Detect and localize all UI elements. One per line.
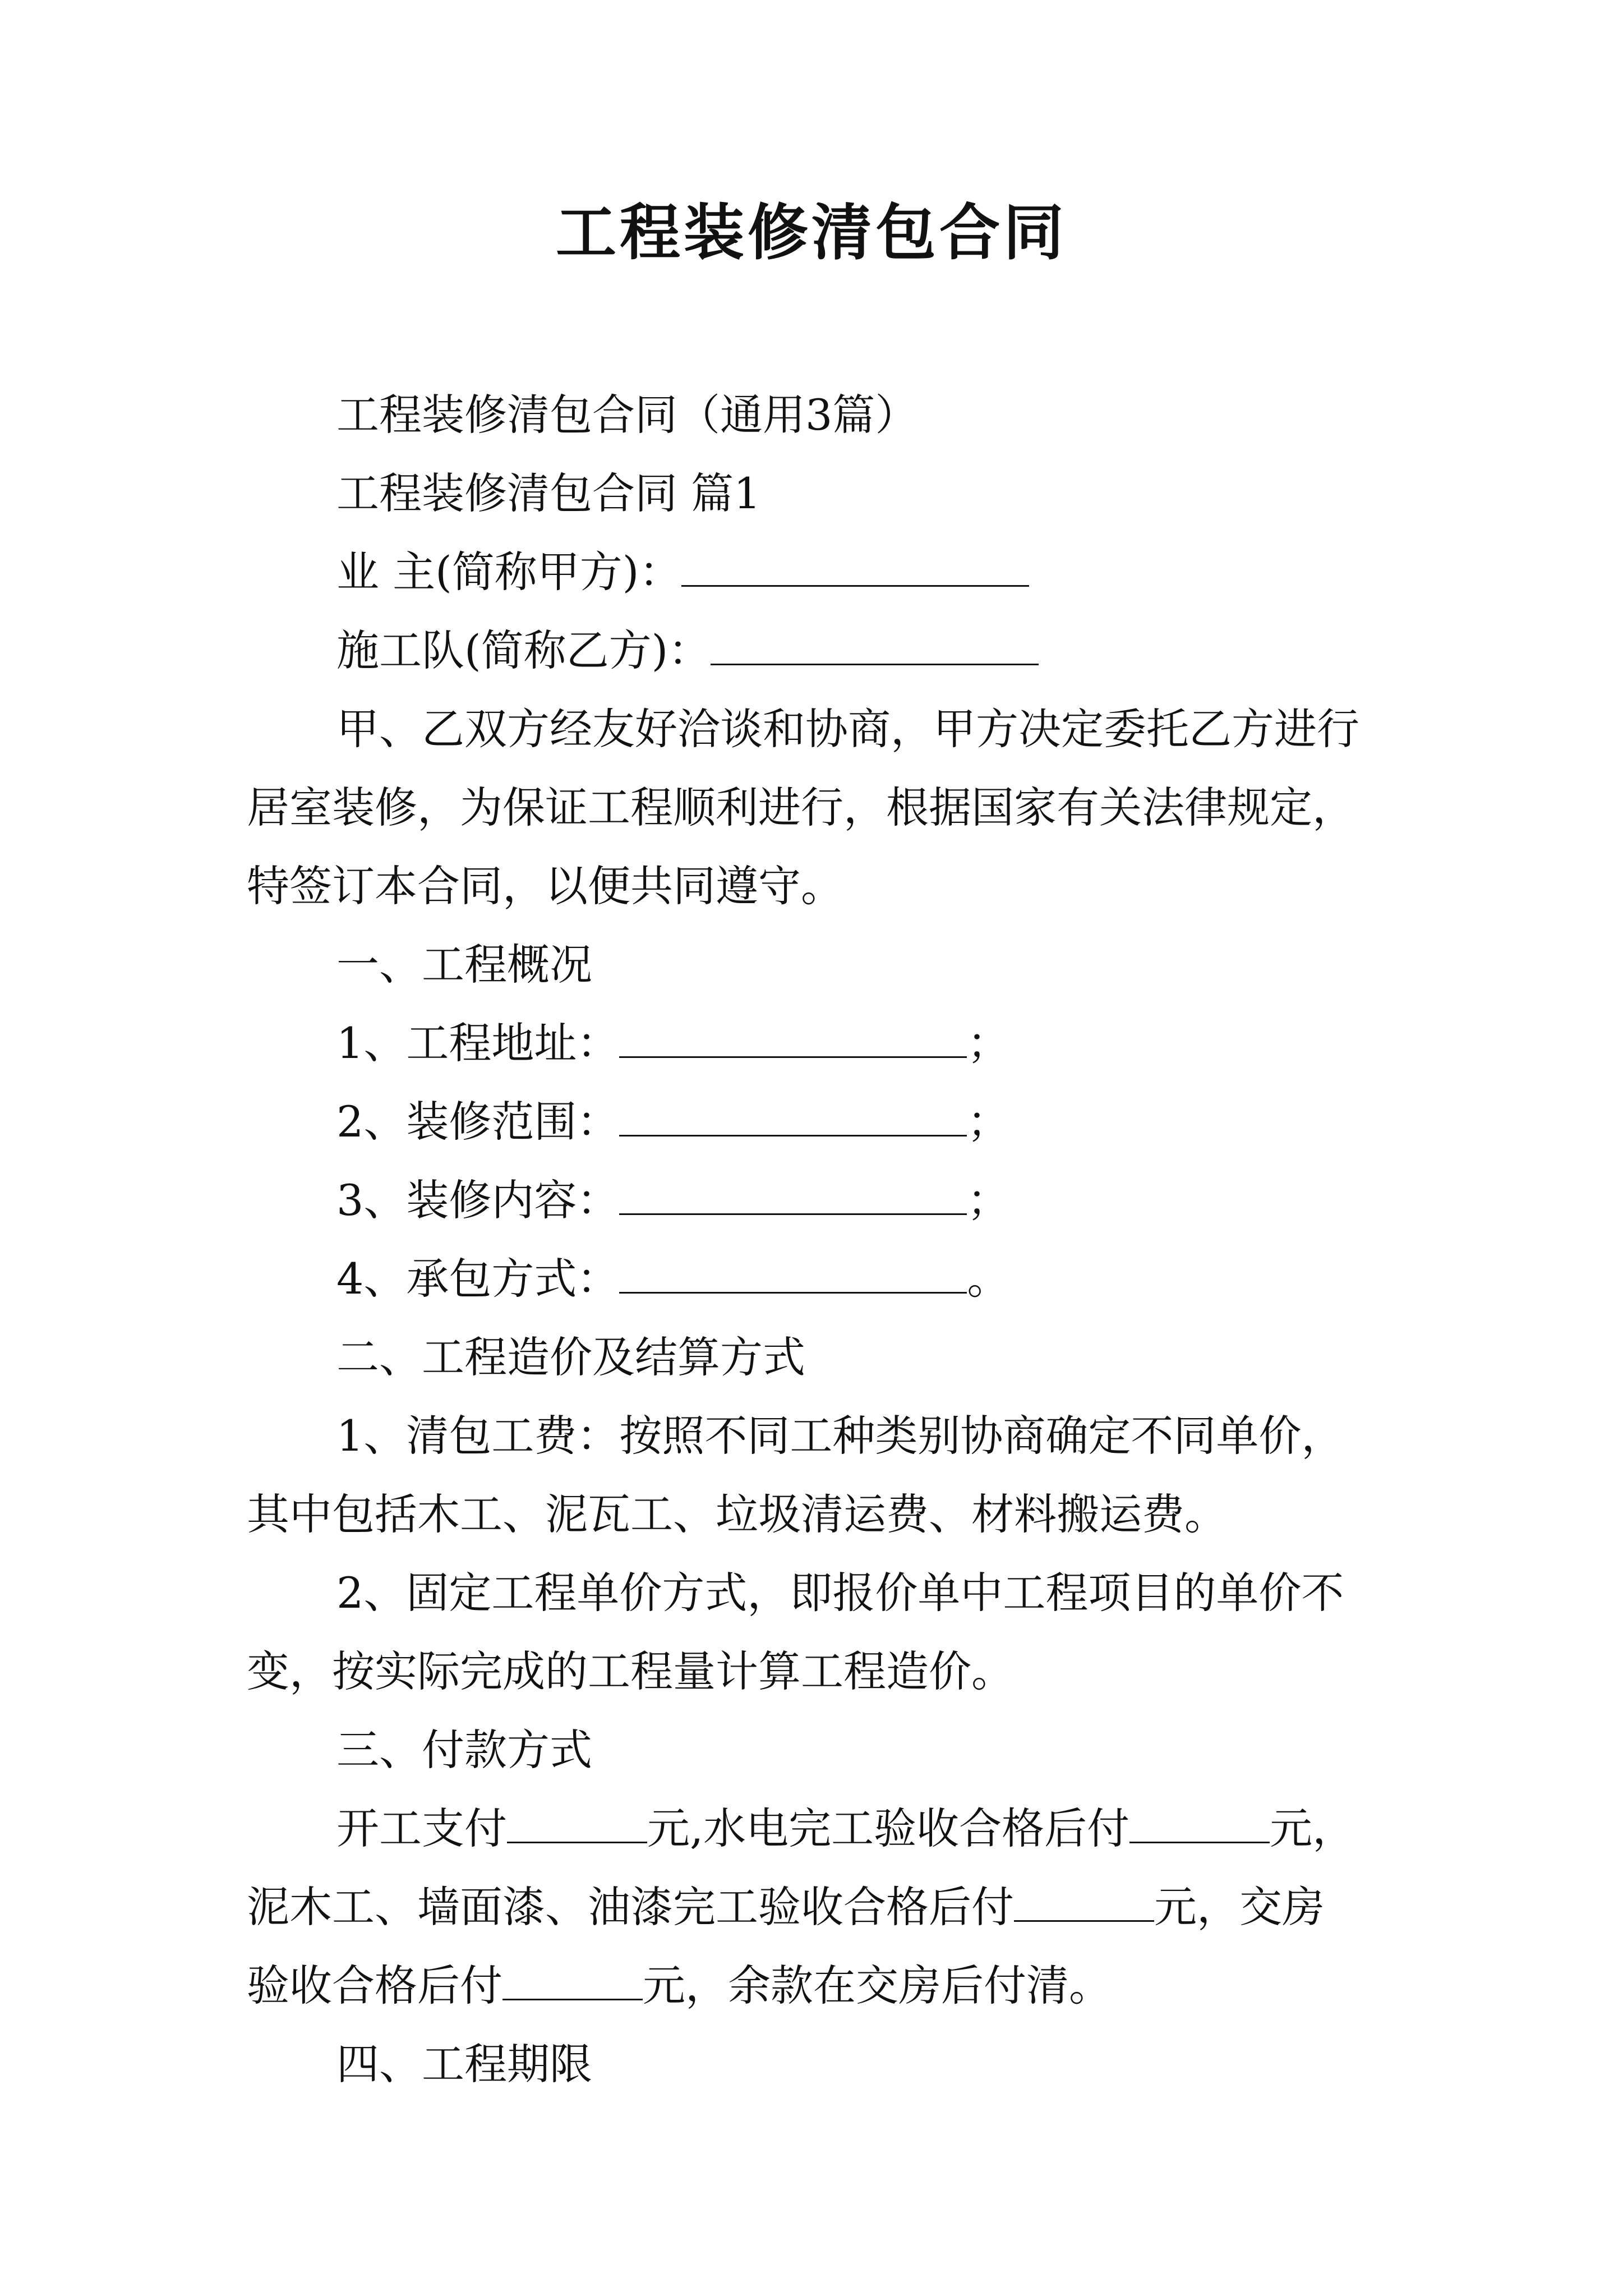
plumbing-payment-blank[interactable] [1129,1807,1270,1843]
clause1-line-1: 1、清包工费：按照不同工种类别协商确定不同单价， [336,1411,1344,1461]
payment-line-1 [336,1801,1355,1857]
intro-line-1: 甲、乙双方经友好洽谈和协商，甲方决定委托乙方进行 [336,704,1359,754]
section2-heading: 二、工程造价及结算方式 [336,1332,805,1382]
section3-heading: 三、付款方式 [336,1725,592,1775]
payment-text: 元， [1270,1803,1355,1853]
document-title: 工程装修清包合同 [555,197,1067,268]
section1-item [336,1015,1009,1071]
payment-text: 开工支付 [336,1803,507,1853]
section1-item [336,1094,1009,1150]
clause2-line-1: 2、固定工程单价方式，即报价单中工程项目的单价不 [336,1568,1344,1618]
payment-text: 元，余款在交房后付清。 [643,1961,1112,2010]
item-end: ； [967,1175,1010,1225]
owner-name-blank[interactable] [681,550,1029,587]
intro-line-3: 特签订本合同，以便共同遵守。 [247,861,843,911]
handover-payment-blank[interactable] [502,1964,643,2000]
content-blank[interactable] [619,1179,967,1215]
team-name-blank[interactable] [711,629,1039,665]
item-label: 1、工程地址： [336,1018,620,1068]
owner-label: 业 主(简称甲方)： [336,547,682,597]
item-label: 2、装修范围： [336,1097,620,1147]
document-subtitle: 工程装修清包合同（通用3篇） [336,390,918,440]
payment-line-3 [247,1958,1112,2014]
finish-payment-blank[interactable] [1014,1885,1154,1922]
intro-line-2: 居室装修，为保证工程顺利进行，根据国家有关法律规定， [247,783,1355,832]
item-end: ； [967,1018,1010,1068]
section4-heading: 四、工程期限 [336,2039,592,2089]
payment-text: 泥木工、墙面漆、油漆完工验收合格后付 [247,1882,1014,1932]
section1-heading: 一、工程概况 [336,940,592,990]
item-label: 4、承包方式： [336,1254,620,1304]
start-payment-blank[interactable] [507,1807,647,1843]
clause1-line-2: 其中包括木工、泥瓦工、垃圾清运费、材料搬运费。 [247,1489,1227,1539]
scope-blank[interactable] [619,1100,967,1137]
payment-text: 元，交房 [1154,1882,1325,1932]
item-label: 3、装修内容： [336,1175,620,1225]
team-label: 施工队(简称乙方)： [336,625,711,675]
payment-line-2 [247,1879,1325,1935]
item-end: 。 [967,1254,1010,1304]
payment-text: 验收合格后付 [247,1961,502,2010]
payment-text: 元,水电完工验收合格后付 [647,1803,1130,1853]
address-blank[interactable] [619,1022,967,1058]
clause2-line-2: 变，按实际完成的工程量计算工程造价。 [247,1646,1014,1696]
contract-mode-blank[interactable] [619,1257,967,1294]
owner-line [336,544,1029,600]
team-line [336,623,1039,679]
section1-item [336,1251,1009,1307]
item-end: ； [967,1097,1010,1147]
part-heading: 工程装修清包合同 篇1 [336,468,761,518]
section1-item [336,1172,1009,1228]
